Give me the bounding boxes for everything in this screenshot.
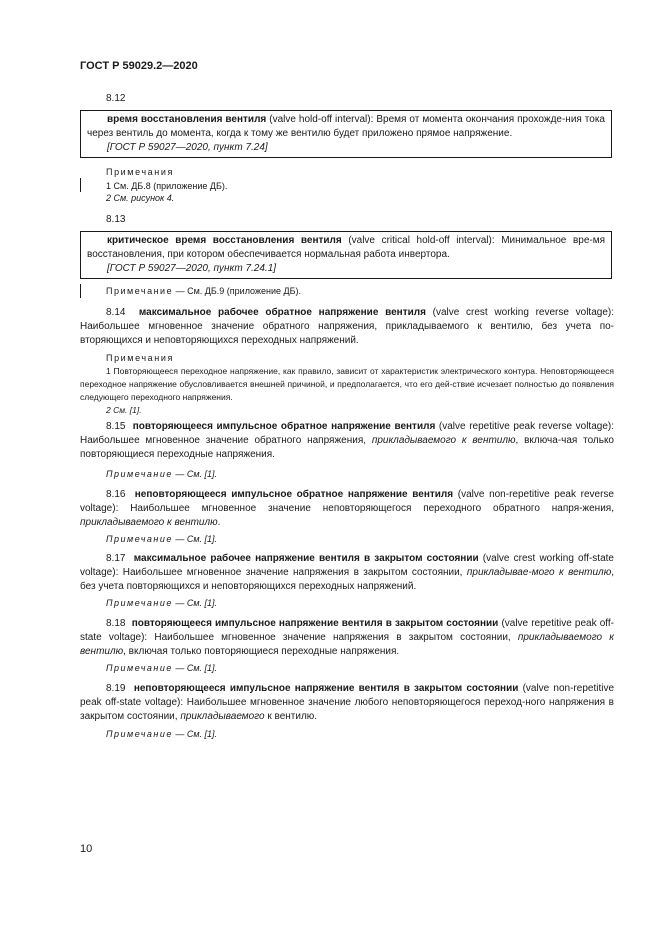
term: время восстановления вентиля — [107, 114, 267, 125]
term-definition — [87, 113, 605, 141]
note-label: Примечание — [106, 729, 173, 739]
note-text: — См. ДБ.9 (приложение ДБ). — [173, 286, 301, 296]
note-text: — См. [1]. — [172, 729, 218, 739]
definition-part: (valve repetitive peak reverse voltage): Наибольшее мгновенное значение обратного напряжения, — [80, 421, 614, 446]
term-definition — [87, 234, 605, 262]
note — [106, 534, 217, 544]
definition-part: (valve repetitive peak off-state voltage): Наибольшее мгновенное значение напряжения в закрытом состоянии, — [80, 618, 614, 643]
note-1: 1 Повторяющееся переходное напряжение, как правило, зависит от характеристик электрического контура. Неповторяющееся переходное напряжение обусловливается внешней причиной, и предполагается, что его дей-ствие исчезает полностью до появления следующего переходного напряжения. — [80, 366, 614, 402]
clause-number: 8.15 — [106, 421, 126, 432]
term: повторяющееся импульсное обратное напряжение вентиля — [132, 421, 436, 432]
document-header: ГОСТ Р 59029.2—2020 — [80, 60, 198, 72]
term-box-8-12 — [80, 110, 612, 158]
note-text: — См. [1]. — [172, 598, 218, 608]
clause-8-17 — [80, 552, 614, 594]
definition: (valve critical hold-off interval): Минимальное вре-мя восстановления, при котором обеспечивается нормальная работа инвертора. — [87, 235, 606, 260]
note-text: — См. [1]. — [172, 469, 218, 479]
note — [106, 663, 217, 673]
note-label: Примечание — [106, 663, 173, 673]
term: неповторяющееся импульсное обратное напряжение вентиля — [134, 489, 454, 500]
definition: (valve hold-off interval): Время от момента окончания прохожде-ния тока через вентиль до момента, когда к тому же вентилю будет приложено прямое напряжение. — [87, 114, 605, 139]
clause-number: 8.19 — [106, 683, 126, 694]
definition-italic: прикладываемого к вентилю — [80, 517, 218, 528]
clause-8-16 — [80, 488, 614, 530]
note-text: — См. [1]. — [172, 534, 218, 544]
clause-number: 8.17 — [106, 553, 126, 564]
note — [106, 286, 301, 296]
notes-8-14 — [80, 365, 614, 417]
definition: (valve crest working reverse voltage): Наибольшее мгновенное значение обратного напряжения, прикладываемого к вентилю, без учета по-вторяющихся и неповторяющихся переходных напряжений. — [80, 307, 614, 346]
note-1: 1 См. ДБ.8 (приложение ДБ). — [106, 181, 228, 191]
definition-italic: прикладываемого — [180, 711, 265, 722]
term: максимальное рабочее напряжение вентиля в закрытом состоянии — [133, 553, 479, 564]
term: критическое время восстановления вентиля — [107, 235, 342, 246]
term: максимальное рабочее обратное напряжение вентиля — [138, 307, 426, 318]
note-label: Примечание — [106, 598, 173, 608]
clause-number-8-12: 8.12 — [106, 93, 126, 104]
clause-8-19 — [80, 682, 614, 724]
note-label: Примечание — [106, 534, 173, 544]
definition-italic: прикладываемого к вентилю — [371, 435, 516, 446]
clause-8-14 — [80, 306, 614, 348]
definition-part: (valve non-repetitive peak off-state voltage): Наибольшее мгновенное значение любого неповторяющегося переход-ного напряжения в закрытом состоянии, — [80, 683, 615, 722]
definition-italic: прикладывае-мого к вентилю — [466, 567, 612, 578]
definition-part: , без учета повторяющихся и неповторяющихся переходных напряжений. — [80, 567, 614, 592]
note-2: 2 См. [1]. — [106, 405, 142, 415]
definition-part: (valve non-repetitive peak reverse voltage): Наибольшее мгновенное значение неповторяющегося переходного обратного напря-жения, — [80, 489, 614, 514]
definition-part: . — [217, 517, 221, 528]
clause-number-8-13: 8.13 — [106, 214, 126, 225]
clause-number: 8.18 — [106, 618, 126, 629]
definition-part: , включа-чая только повторяющиеся переходные напряжения. — [80, 435, 614, 460]
clause-8-15 — [80, 420, 614, 462]
note — [106, 598, 217, 608]
term-box-8-13 — [80, 231, 612, 279]
term: повторяющееся импульсное напряжение вентиля в закрытом состоянии — [131, 618, 499, 629]
note-label: Примечание — [106, 286, 174, 296]
definition-italic: прикладываемого к вентилю — [80, 632, 614, 657]
note-2: 2 См. рисунок 4. — [106, 193, 175, 203]
clause-number: 8.16 — [106, 489, 126, 500]
reference: [ГОСТ Р 59027—2020, пункт 7.24.1] — [107, 263, 277, 274]
notes-heading: Примечания — [106, 353, 174, 363]
clause-number: 8.14 — [106, 307, 126, 318]
definition-part: (valve crest working off-state voltage): Наибольшее мгновенное значение напряжения в закрытом состоянии, — [80, 553, 614, 578]
note-label: Примечание — [106, 469, 173, 479]
change-bar — [80, 284, 81, 298]
notes-heading: Примечания — [106, 167, 174, 177]
page-number: 10 — [80, 843, 93, 855]
clause-8-18 — [80, 617, 614, 659]
reference: [ГОСТ Р 59027—2020, пункт 7.24] — [107, 142, 268, 153]
term: неповторяющееся импульсное напряжение вентиля в закрытом состоянии — [133, 683, 519, 694]
note-text: — См. [1]. — [172, 663, 218, 673]
definition-part: к вентилю. — [264, 711, 318, 722]
note — [106, 469, 217, 479]
note — [106, 729, 217, 739]
change-bar — [80, 178, 81, 192]
definition-part: , включая только повторяющиеся переходные напряжения. — [123, 646, 400, 657]
